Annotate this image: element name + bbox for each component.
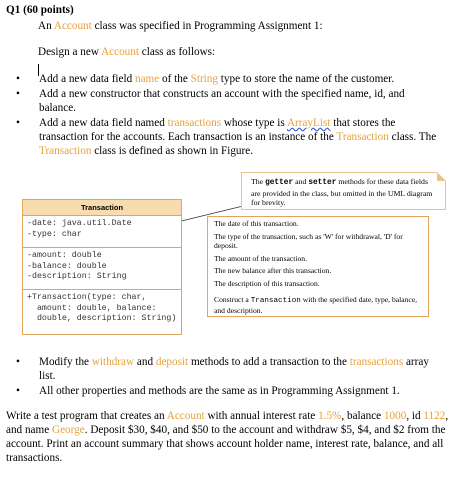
- test-program-instructions: Write a test program that creates an Account with annual interest rate 1.5%, balance 1000, id 1122, and name George. Deposit $30, $40, and $50 to the account and withdraw $5, $4, and $2 from the account. Print an account summary that shows account holder name, interest rate, balance, and all transactions.: [6, 410, 449, 464]
- uml-field: -balance: double: [27, 261, 107, 271]
- uml-field: -type: char: [27, 229, 82, 239]
- modifications-list: [14, 355, 444, 399]
- question-title: Q1 (60 points): [6, 4, 74, 16]
- list-item: • Add a new constructor that constructs an account with the specified name, id, and balance.: [14, 87, 444, 115]
- list-item: • All other properties and methods are the same as in Programming Assignment 1.: [14, 384, 444, 398]
- uml-method: +Transaction(type: char,: [27, 293, 147, 302]
- note-fold-icon: [437, 172, 446, 181]
- description-constructor: Construct a Transaction with the specified date, type, balance, and description.: [214, 294, 418, 316]
- uml-methods-section: [23, 290, 181, 328]
- design-text: Design a new Account class as follows:: [38, 46, 216, 58]
- uml-method: amount: double, balance:: [27, 303, 157, 313]
- account-keyword: Account: [53, 20, 92, 32]
- uml-field: -amount: double: [27, 251, 102, 260]
- list-item: • Add a new data field name of the String type to store the name of the customer.: [14, 72, 444, 86]
- intro-text: An Account class was specified in Programming Assignment 1:: [38, 20, 323, 32]
- uml-field: -description: String: [27, 272, 127, 281]
- description-amount: The amount of the transaction.: [214, 253, 307, 263]
- uml-class-name: Transaction: [23, 200, 181, 216]
- uml-class-box: [22, 199, 182, 335]
- description-description: The description of this transaction.: [214, 278, 320, 288]
- uml-description-box: [207, 216, 429, 317]
- list-item: • Add a new data field named transactions whose type is ArrayList that stores the transaction for the accounts. Each transaction is an instance of the Transaction class. The Transaction class is defined as shown in Figure.: [14, 116, 444, 158]
- description-balance: The new balance after this transaction.: [214, 266, 332, 276]
- description-date: The date of this transaction.: [214, 219, 299, 228]
- uml-method: double, description: String): [27, 314, 177, 323]
- uml-fields-section: [23, 248, 181, 290]
- description-type: The type of the transaction, such as 'W' for withdrawal, 'D' for deposit.: [214, 231, 403, 251]
- list-item: • Modify the withdraw and deposit methods to add a transaction to the transactions array list.: [14, 355, 444, 383]
- account-keyword: Account: [101, 46, 139, 58]
- arraylist-keyword: ArrayList: [286, 117, 331, 129]
- uml-field: -date: java.util.Date: [27, 219, 132, 228]
- uml-fields-section: [23, 216, 181, 248]
- uml-note: The getter and setter methods for these data fields are provided in the class, but omitted in the UML diagram for brevity.: [241, 172, 446, 210]
